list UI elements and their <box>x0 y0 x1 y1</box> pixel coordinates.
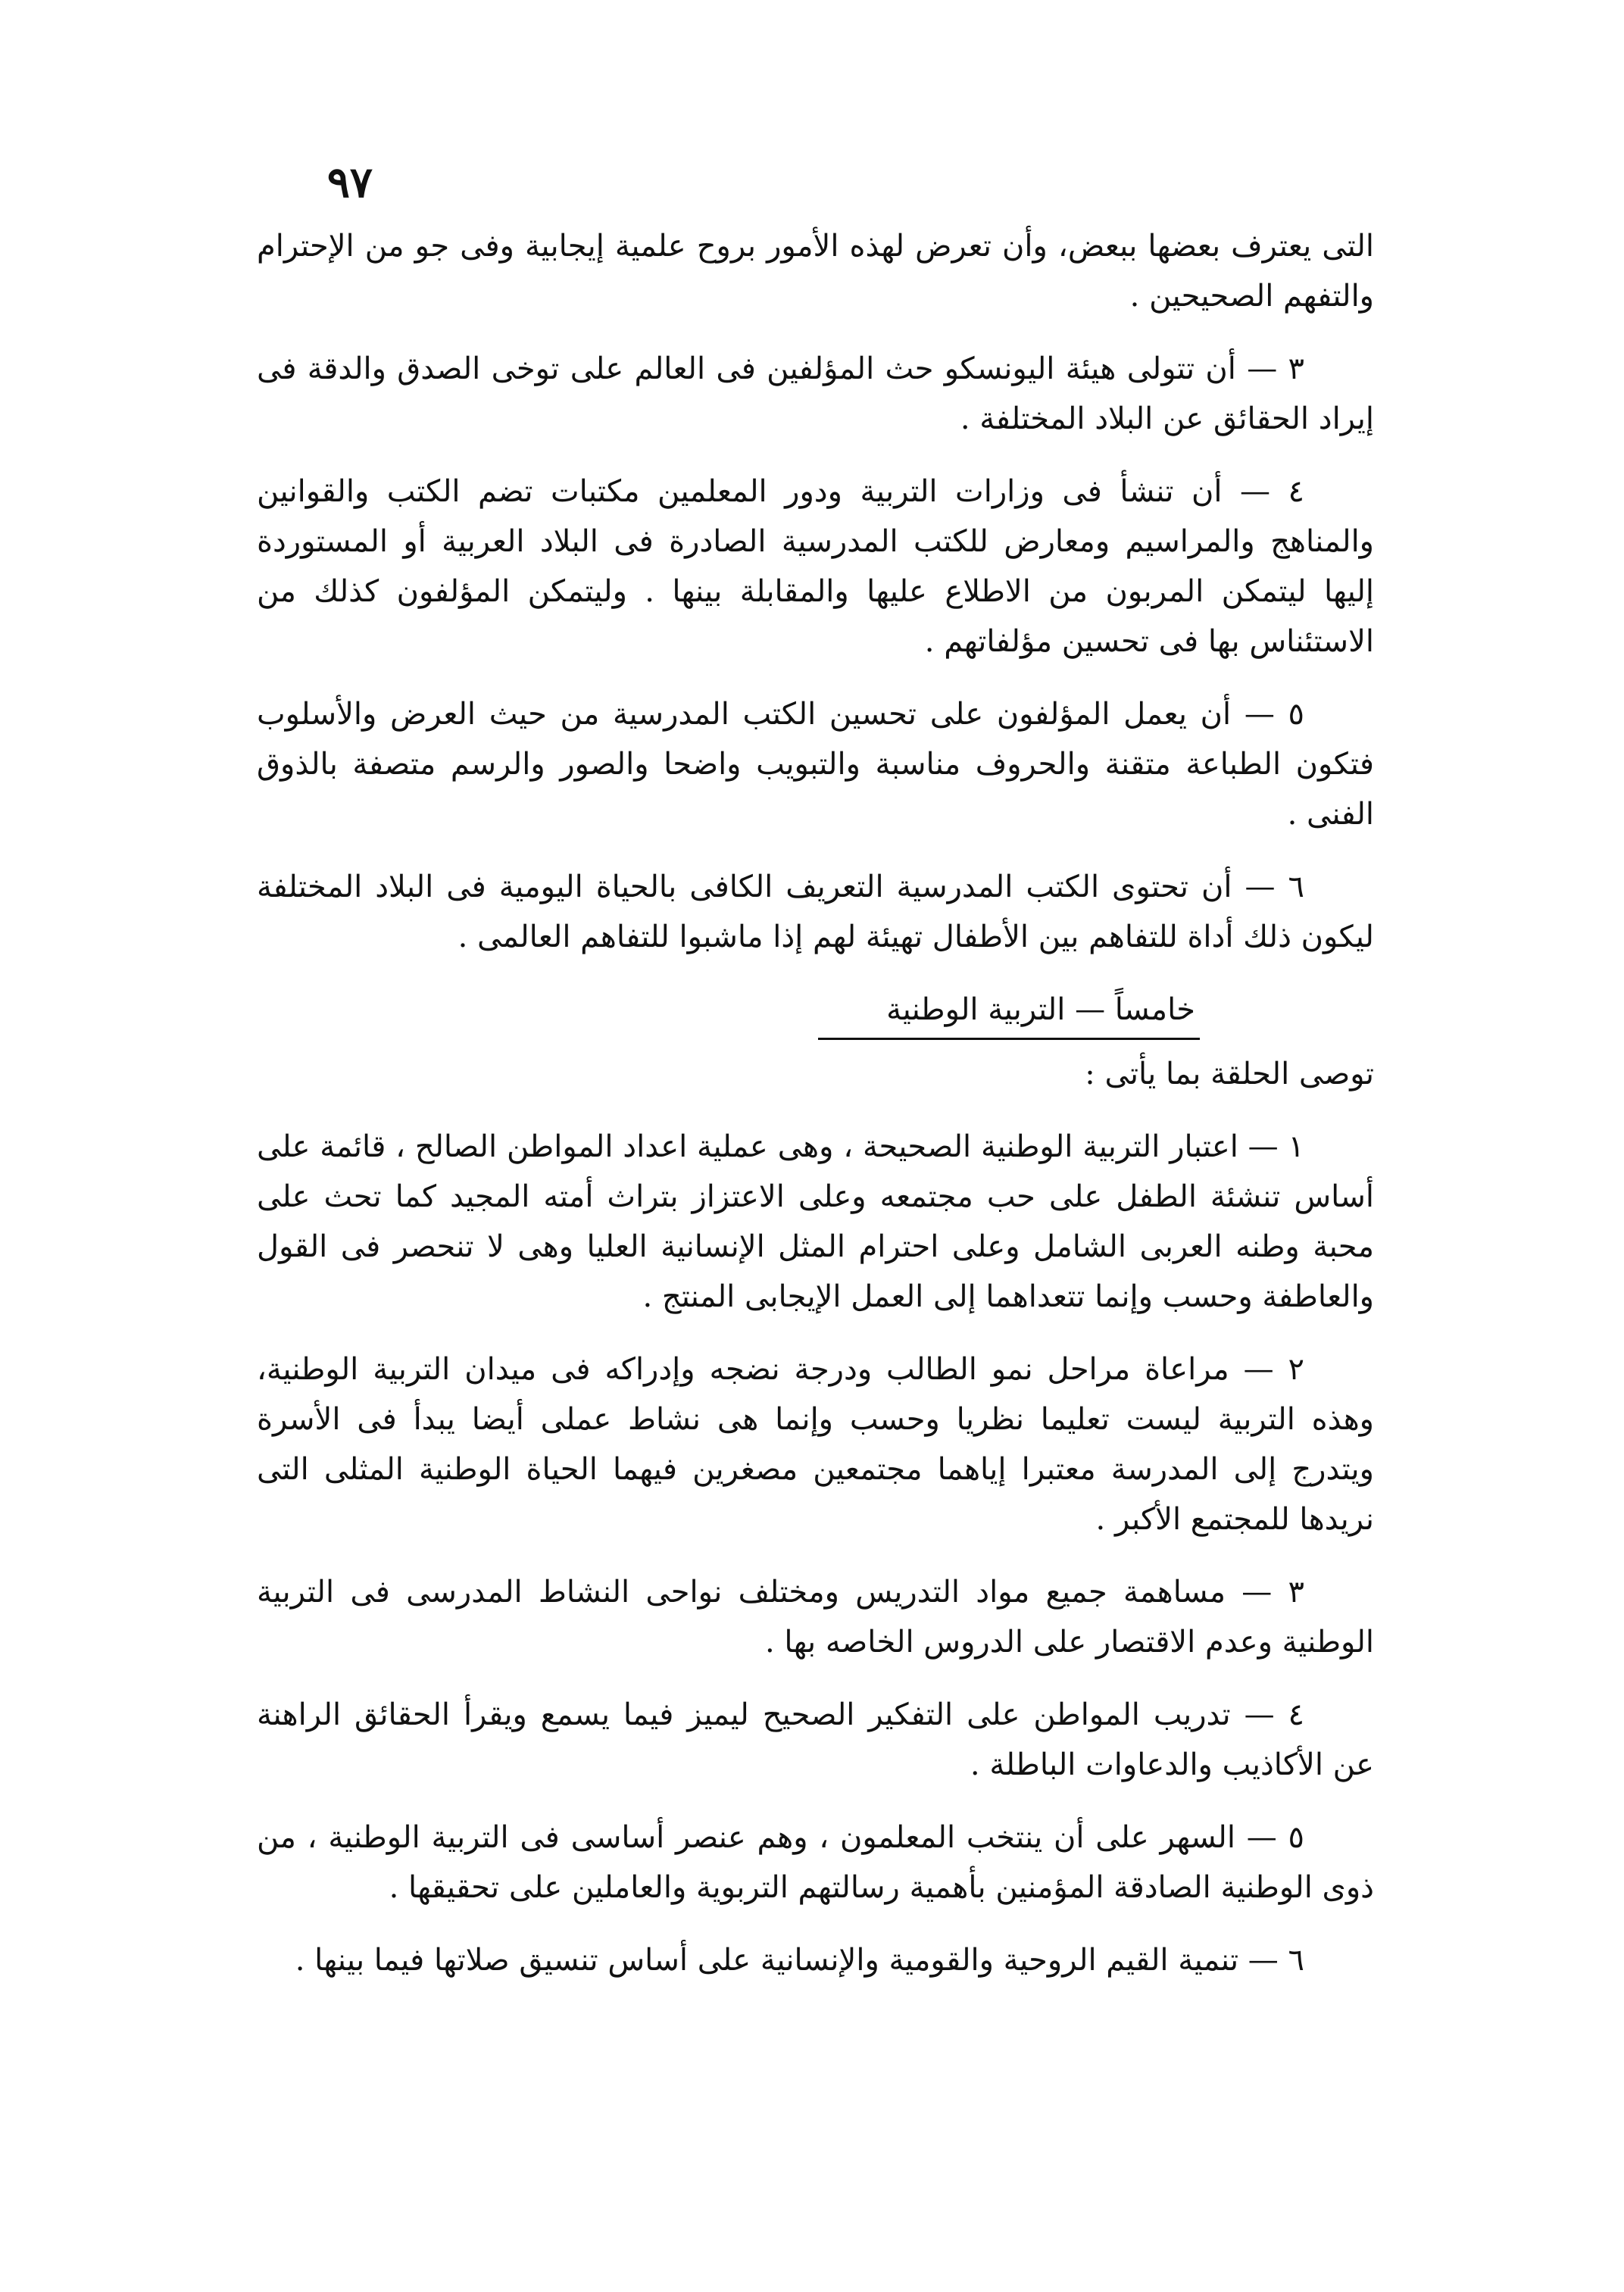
national-education-item-6: ٦ — تنمية القيم الروحية والقومية والإنسانية على أساس تنسيق صلاتها فيما بينها . <box>295 1943 1304 1978</box>
recommendation-4: ٤ — أن تنشأ فى وزارات التربية ودور المعلمين مكتبات تضم الكتب والقوانين والمناهج والمراسيم ومعارض للكتب المدرسية الصادرة فى البلاد العربية أو المستوردة إليها ليتمكن المربون من الاطلاع عليها والمقابلة بينها . وليتمكن المؤلفون كذلك من الاستئناس بها فى تحسين مؤلفاتهم . <box>257 474 1374 659</box>
recommendation-5: ٥ — أن يعمل المؤلفون على تحسين الكتب المدرسية من حيث العرض والأسلوب فتكون الطباعة متقنة والحروف مناسبة والتبويب واضحا والصور والرسم متصفة بالذوق الفنى . <box>257 697 1374 832</box>
section-lead-line: توصى الحلقة بما يأتى : <box>1085 1057 1374 1091</box>
page-number: ٩٧ <box>326 158 373 208</box>
recommendation-3: ٣ — أن تتولى هيئة اليونسكو حث المؤلفين فى العالم على توخى الصدق والدقة فى إيراد الحقائق عن البلاد المختلفة . <box>257 351 1374 436</box>
paragraph-continuation: التى يعترف بعضها ببعض، وأن تعرض لهذه الأمور بروح علمية إيجابية وفى جو من الإحترام والتفهم الصحيحين . <box>257 229 1374 314</box>
recommendation-6: ٦ — أن تحتوى الكتب المدرسية التعريف الكافى بالحياة اليومية فى البلاد المختلفة ليكون ذلك أداة للتفاهم بين الأطفال تهيئة لهم إذا ماشبوا للتفاهم العالمى . <box>257 870 1374 954</box>
body-text <box>257 221 1374 2008</box>
national-education-item-4: ٤ — تدريب المواطن على التفكير الصحيح ليميز فيما يسمع ويقرأ الحقائق الراهنة عن الأكاذيب والدعاوات الباطلة . <box>257 1697 1374 1782</box>
national-education-item-1: ١ — اعتبار التربية الوطنية الصحيحة ، وهى عملية اعداد المواطن الصالح ، قائمة على أساس تنشئة الطفل على حب مجتمعه وعلى الاعتزاز بتراث أمته المجيد كما تحث على محبة وطنه العربى الشامل وعلى احترام المثل الإنسانية العليا وهى لا تنحصر فى القول والعاطفة وحسب وإنما تتعداهما إلى العمل الإيجابى المنتج . <box>257 1129 1374 1314</box>
section-heading <box>257 985 1374 1040</box>
national-education-item-5: ٥ — السهر على أن ينتخب المعلمون ، وهم عنصر أساسى فى التربية الوطنية ، من ذوى الوطنية الصادقة المؤمنين بأهمية رسالتهم التربوية والعاملين على تحقيقها . <box>257 1820 1374 1905</box>
national-education-item-2: ٢ — مراعاة مراحل نمو الطالب ودرجة نضجه وإدراكه فى ميدان التربية الوطنية، وهذه التربية ليست تعليما نظريا وحسب وإنما هى نشاط عملى أيضا يبدأ فى الأسرة ويتدرج إلى المدرسة معتبرا إياهما مجتمعين مصغرين فيهما الحياة الوطنية المثلى التى نريدها للمجتمع الأكبر . <box>257 1352 1374 1537</box>
section-heading-text: خامساً — التربية الوطنية <box>818 985 1200 1040</box>
national-education-item-3: ٣ — مساهمة جميع مواد التدريس ومختلف نواحى النشاط المدرسى فى التربية الوطنية وعدم الاقتصار على الدروس الخاصه بها . <box>257 1575 1374 1660</box>
